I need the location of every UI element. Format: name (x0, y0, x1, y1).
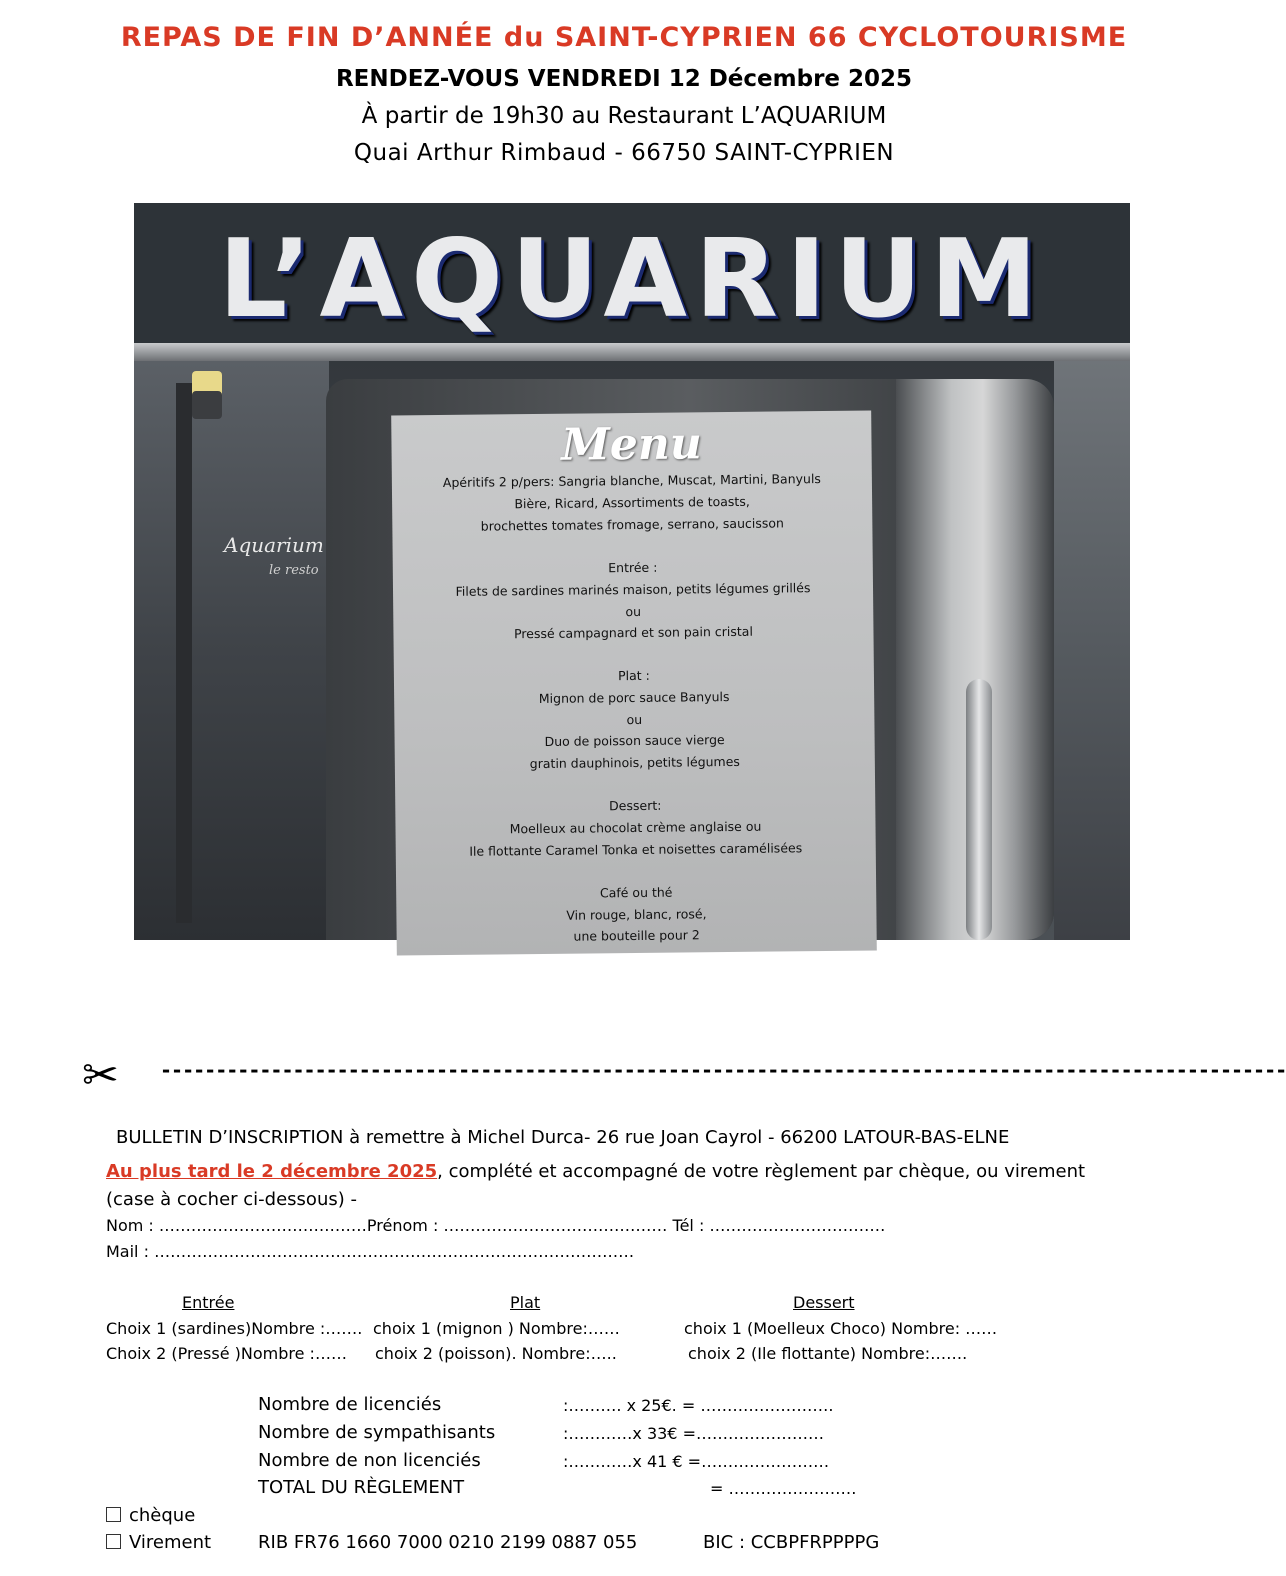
menu-line: ou (625, 603, 642, 620)
event-date: RENDEZ-VOUS VENDREDI 12 Décembre 2025 (335, 66, 913, 92)
choice-plat-2[interactable]: choix 2 (poisson). Nombre:….. (375, 1344, 617, 1363)
cheque-label: chèque (129, 1505, 196, 1526)
menu-line: Ile flottante Caramel Tonka et noisettes caramélisées (469, 840, 803, 859)
event-venue: À partir de 19h30 au Restaurant L’AQUARIUM (361, 103, 887, 129)
bic-text: BIC : CCBPFRPPPPG (703, 1532, 880, 1553)
window-lettering-sub: le resto (269, 563, 319, 578)
pricing-calc[interactable]: :…………x 33€ =…………………… (563, 1424, 824, 1443)
menu-line: Pressé campagnard et son pain cristal (513, 623, 753, 642)
menu-title: Menu (560, 418, 703, 471)
restaurant-photo (134, 203, 1130, 944)
cut-line: ------------------------------------------------------------------------------------------------------ (160, 1058, 1286, 1082)
menu-line: brochettes tomates fromage, serrano, saucisson (480, 515, 784, 534)
terrace-left (134, 361, 329, 940)
header-dessert: Dessert (793, 1293, 855, 1312)
header-entree: Entrée (182, 1293, 235, 1312)
fork-icon (966, 679, 992, 940)
payment-cheque[interactable] (106, 1505, 195, 1526)
name-fields[interactable]: Nom : …………………………………Prénom : …………………………………… Tél : …………………………… (106, 1216, 886, 1235)
event-address: Quai Arthur Rimbaud - 66750 SAINT-CYPRIEN (353, 140, 895, 166)
menu-line: Filets de sardines marinés maison, petits légumes grillés (455, 580, 811, 599)
terrace-right (1054, 361, 1130, 940)
pricing-calc[interactable]: :………. x 25€. = ……………………. (563, 1396, 834, 1415)
choice-dessert-2[interactable]: choix 2 (Ile flottante) Nombre:……. (688, 1344, 968, 1363)
choice-entree-2[interactable]: Choix 2 (Pressé )Nombre :…… (106, 1344, 347, 1363)
menu-line: Moelleux au chocolat crème anglaise ou (509, 818, 762, 837)
lamp-pole (176, 383, 192, 923)
window-lettering: Aquarium (224, 533, 324, 557)
menu-line: une bouteille pour 2 (573, 927, 700, 944)
awning-rail (134, 343, 1130, 361)
menu-line: Duo de poisson sauce vierge (544, 732, 725, 749)
pricing-label: Nombre de licenciés (258, 1394, 442, 1415)
sign-text: L’AQUARIUM (218, 217, 1046, 342)
scissors-icon: ✂ (82, 1050, 119, 1101)
menu-line: Apéritifs 2 p/pers: Sangria blanche, Muscat, Martini, Banyuls (442, 471, 821, 490)
menu-line: Vin rouge, blanc, rosé, (566, 906, 707, 923)
virement-label: Virement (129, 1532, 212, 1553)
deadline-line (106, 1161, 1085, 1182)
menu-line: Entrée : (608, 559, 658, 576)
choice-entree-1[interactable]: Choix 1 (sardines)Nombre :……. (106, 1319, 363, 1338)
pricing-label: Nombre de sympathisants (258, 1422, 496, 1443)
total-label: TOTAL DU RÈGLEMENT (258, 1477, 465, 1498)
cheque-checkbox[interactable] (106, 1507, 121, 1522)
menu-line: Bière, Ricard, Assortiments de toasts, (514, 493, 750, 512)
menu-line: Café ou thé (599, 884, 673, 901)
choice-dessert-1[interactable]: choix 1 (Moelleux Choco) Nombre: …… (684, 1319, 998, 1338)
rib-text: RIB FR76 1660 7000 0210 2199 0887 055 (258, 1532, 638, 1553)
pricing-label: Nombre de non licenciés (258, 1450, 481, 1471)
menu-line: Dessert: (609, 797, 662, 814)
deadline-text: , complété et accompagné de votre règlement par chèque, ou virement (437, 1161, 1086, 1182)
event-title: REPAS DE FIN D’ANNÉE du SAINT-CYPRIEN 66 CYCLOTOURISME (120, 22, 1128, 53)
virement-checkbox[interactable] (106, 1534, 121, 1549)
pricing-calc[interactable]: :…………x 41 € =…………………… (563, 1452, 830, 1471)
menu-card (391, 411, 877, 956)
deadline-line2: (case à cocher ci-dessous) - (106, 1189, 357, 1210)
header-plat: Plat (510, 1293, 541, 1312)
mail-field[interactable]: Mail : ……………………………………………………………………………… (106, 1242, 635, 1261)
menu-line: Mignon de porc sauce Banyuls (538, 689, 730, 706)
menu-line: ou (626, 711, 643, 728)
menu-line: gratin dauphinois, petits légumes (529, 753, 740, 772)
lamp-icon (192, 371, 222, 419)
deadline-date: Au plus tard le 2 décembre 2025 (106, 1161, 438, 1182)
choice-plat-1[interactable]: choix 1 (mignon ) Nombre:…… (373, 1319, 620, 1338)
restaurant-sign (134, 203, 1130, 343)
total-calc[interactable]: = …………………… (710, 1479, 857, 1498)
bulletin-address: BULLETIN D’INSCRIPTION à remettre à Michel Durca- 26 rue Joan Cayrol - 66200 LATOUR-BAS-ELNE (116, 1127, 1010, 1148)
menu-line: Plat : (617, 667, 650, 684)
payment-virement[interactable] (106, 1532, 211, 1553)
